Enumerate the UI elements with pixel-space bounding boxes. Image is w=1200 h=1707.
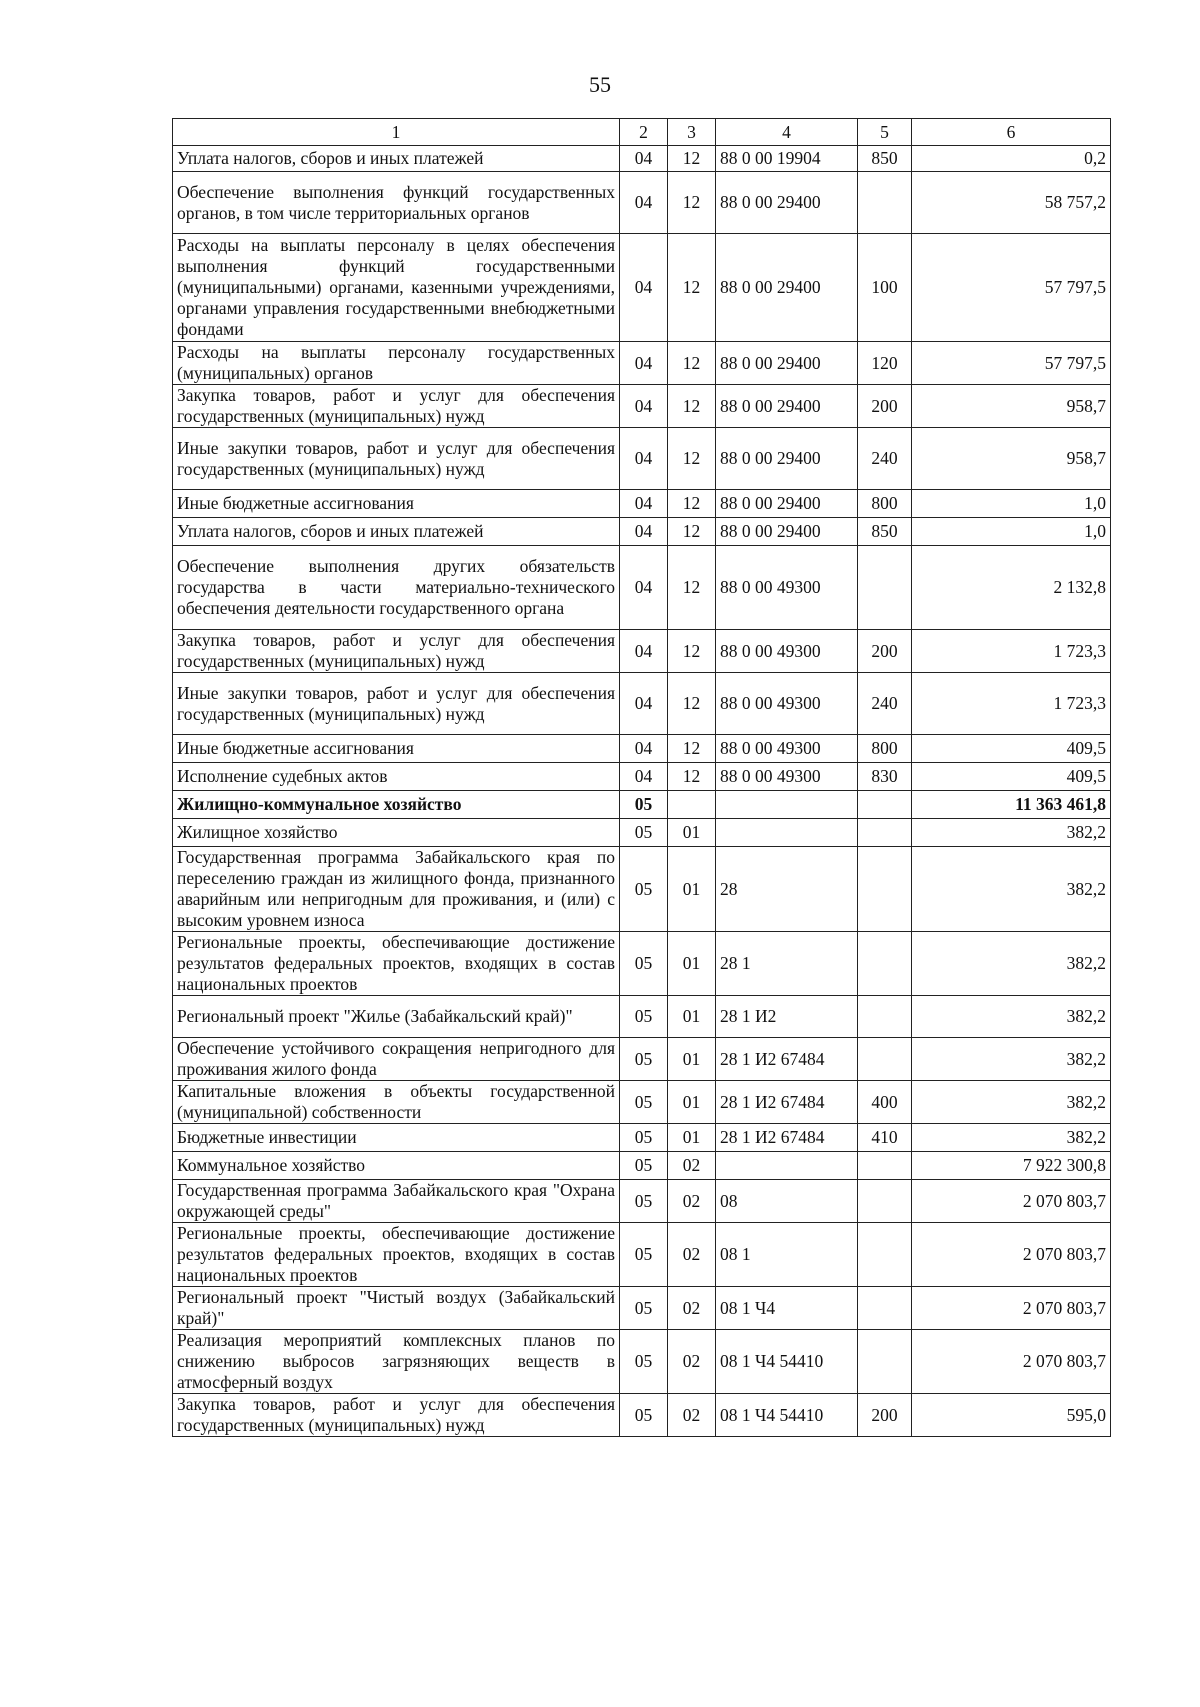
cell-expense-type: 850 xyxy=(858,146,912,172)
col-header-section: 2 xyxy=(620,119,668,146)
cell-expense-type xyxy=(858,996,912,1038)
cell-subsection: 12 xyxy=(668,146,716,172)
cell-section: 04 xyxy=(620,234,668,342)
cell-target-article: 08 xyxy=(716,1180,858,1223)
cell-target-article: 28 1 И2 67484 xyxy=(716,1038,858,1081)
cell-expense-type xyxy=(858,1180,912,1223)
cell-name: Обеспечение устойчивого сокращения непригодного для проживания жилого фонда xyxy=(173,1038,620,1081)
cell-amount: 0,2 xyxy=(912,146,1111,172)
budget-table xyxy=(172,118,1111,1437)
cell-section: 05 xyxy=(620,791,668,819)
table-row xyxy=(173,146,1111,172)
cell-amount: 57 797,5 xyxy=(912,342,1111,385)
cell-amount: 7 922 300,8 xyxy=(912,1152,1111,1180)
table-row xyxy=(173,1180,1111,1223)
cell-expense-type: 800 xyxy=(858,735,912,763)
cell-expense-type xyxy=(858,172,912,234)
cell-amount: 11 363 461,8 xyxy=(912,791,1111,819)
cell-subsection: 01 xyxy=(668,932,716,996)
table-row xyxy=(173,791,1111,819)
cell-target-article: 88 0 00 49300 xyxy=(716,735,858,763)
cell-target-article: 28 1 xyxy=(716,932,858,996)
cell-subsection: 02 xyxy=(668,1394,716,1437)
cell-name: Коммунальное хозяйство xyxy=(173,1152,620,1180)
cell-subsection: 12 xyxy=(668,490,716,518)
cell-subsection: 01 xyxy=(668,1038,716,1081)
cell-target-article xyxy=(716,1152,858,1180)
cell-subsection: 02 xyxy=(668,1152,716,1180)
cell-section: 05 xyxy=(620,1081,668,1124)
cell-expense-type xyxy=(858,1223,912,1287)
cell-name: Бюджетные инвестиции xyxy=(173,1124,620,1152)
cell-name: Реализация мероприятий комплексных планов по снижению выбросов загрязняющих веществ в атмосферный воздух xyxy=(173,1330,620,1394)
table-row xyxy=(173,1394,1111,1437)
table-row xyxy=(173,673,1111,735)
col-header-name: 1 xyxy=(173,119,620,146)
cell-expense-type: 200 xyxy=(858,1394,912,1437)
page-number: 55 xyxy=(589,72,611,97)
cell-target-article: 28 1 И2 67484 xyxy=(716,1124,858,1152)
cell-amount: 2 070 803,7 xyxy=(912,1287,1111,1330)
cell-section: 04 xyxy=(620,630,668,673)
cell-section: 04 xyxy=(620,146,668,172)
cell-expense-type xyxy=(858,1038,912,1081)
cell-subsection: 01 xyxy=(668,819,716,847)
cell-amount: 958,7 xyxy=(912,385,1111,428)
col-header-amount: 6 xyxy=(912,119,1111,146)
cell-target-article: 88 0 00 49300 xyxy=(716,546,858,630)
cell-name: Обеспечение выполнения функций государственных органов, в том числе территориальных органов xyxy=(173,172,620,234)
cell-subsection: 12 xyxy=(668,172,716,234)
cell-target-article: 88 0 00 49300 xyxy=(716,673,858,735)
table-row xyxy=(173,847,1111,932)
cell-expense-type: 120 xyxy=(858,342,912,385)
cell-expense-type: 800 xyxy=(858,490,912,518)
cell-expense-type: 850 xyxy=(858,518,912,546)
cell-section: 04 xyxy=(620,518,668,546)
cell-expense-type xyxy=(858,546,912,630)
cell-target-article: 88 0 00 29400 xyxy=(716,385,858,428)
cell-target-article: 88 0 00 49300 xyxy=(716,630,858,673)
table-row xyxy=(173,234,1111,342)
cell-amount: 2 070 803,7 xyxy=(912,1180,1111,1223)
cell-section: 04 xyxy=(620,342,668,385)
cell-amount: 382,2 xyxy=(912,819,1111,847)
cell-name: Расходы на выплаты персоналу в целях обеспечения выполнения функций государственными (муниципальными) органами, казенными учреждениями, органами управления государственными внебюджетными фондами xyxy=(173,234,620,342)
cell-expense-type: 240 xyxy=(858,428,912,490)
cell-section: 05 xyxy=(620,1152,668,1180)
cell-name: Обеспечение выполнения других обязательств государства в части материально-технического обеспечения деятельности государственного органа xyxy=(173,546,620,630)
table-row xyxy=(173,342,1111,385)
cell-target-article: 88 0 00 29400 xyxy=(716,234,858,342)
cell-section: 05 xyxy=(620,1394,668,1437)
cell-section: 04 xyxy=(620,735,668,763)
cell-target-article: 08 1 Ч4 54410 xyxy=(716,1394,858,1437)
cell-section: 04 xyxy=(620,763,668,791)
cell-target-article: 88 0 00 19904 xyxy=(716,146,858,172)
cell-amount: 1,0 xyxy=(912,490,1111,518)
cell-name: Иные закупки товаров, работ и услуг для обеспечения государственных (муниципальных) нужд xyxy=(173,673,620,735)
cell-name: Региональный проект "Жилье (Забайкальский край)" xyxy=(173,996,620,1038)
table-row xyxy=(173,172,1111,234)
cell-amount: 2 070 803,7 xyxy=(912,1223,1111,1287)
cell-subsection: 01 xyxy=(668,847,716,932)
cell-expense-type xyxy=(858,791,912,819)
header-row xyxy=(173,119,1111,146)
cell-target-article: 88 0 00 29400 xyxy=(716,490,858,518)
cell-section: 05 xyxy=(620,1038,668,1081)
cell-expense-type: 100 xyxy=(858,234,912,342)
col-header-subsection: 3 xyxy=(668,119,716,146)
cell-subsection: 12 xyxy=(668,546,716,630)
cell-name: Региональные проекты, обеспечивающие достижение результатов федеральных проектов, входящих в состав национальных проектов xyxy=(173,1223,620,1287)
cell-subsection: 01 xyxy=(668,1124,716,1152)
table-row xyxy=(173,428,1111,490)
cell-name: Региональные проекты, обеспечивающие достижение результатов федеральных проектов, входящих в состав национальных проектов xyxy=(173,932,620,996)
cell-subsection: 12 xyxy=(668,735,716,763)
cell-amount: 1 723,3 xyxy=(912,673,1111,735)
cell-amount: 58 757,2 xyxy=(912,172,1111,234)
cell-name: Государственная программа Забайкальского края по переселению граждан из жилищного фонда, признанного аварийным или непригодным для проживания, и (или) с высоким уровнем износа xyxy=(173,847,620,932)
cell-subsection: 02 xyxy=(668,1330,716,1394)
table-row xyxy=(173,1038,1111,1081)
cell-expense-type: 200 xyxy=(858,630,912,673)
cell-section: 04 xyxy=(620,490,668,518)
cell-section: 04 xyxy=(620,546,668,630)
cell-amount: 409,5 xyxy=(912,763,1111,791)
table-row xyxy=(173,630,1111,673)
cell-expense-type xyxy=(858,932,912,996)
cell-section: 05 xyxy=(620,819,668,847)
cell-section: 05 xyxy=(620,1223,668,1287)
cell-subsection: 02 xyxy=(668,1287,716,1330)
cell-name: Иные бюджетные ассигнования xyxy=(173,735,620,763)
cell-expense-type: 830 xyxy=(858,763,912,791)
cell-target-article: 88 0 00 49300 xyxy=(716,763,858,791)
table-row xyxy=(173,1330,1111,1394)
cell-target-article: 88 0 00 29400 xyxy=(716,428,858,490)
cell-section: 05 xyxy=(620,996,668,1038)
table-row xyxy=(173,1124,1111,1152)
table-row xyxy=(173,1223,1111,1287)
cell-subsection: 12 xyxy=(668,673,716,735)
cell-subsection: 02 xyxy=(668,1180,716,1223)
cell-subsection: 01 xyxy=(668,996,716,1038)
cell-section: 04 xyxy=(620,172,668,234)
cell-expense-type xyxy=(858,1287,912,1330)
cell-amount: 2 132,8 xyxy=(912,546,1111,630)
cell-name: Жилищное хозяйство xyxy=(173,819,620,847)
cell-subsection: 12 xyxy=(668,428,716,490)
cell-amount: 382,2 xyxy=(912,847,1111,932)
table-row xyxy=(173,1287,1111,1330)
cell-amount: 382,2 xyxy=(912,932,1111,996)
table-row xyxy=(173,763,1111,791)
cell-name: Жилищно-коммунальное хозяйство xyxy=(173,791,620,819)
cell-expense-type: 240 xyxy=(858,673,912,735)
cell-subsection: 02 xyxy=(668,1223,716,1287)
cell-amount: 382,2 xyxy=(912,1038,1111,1081)
cell-name: Иные закупки товаров, работ и услуг для обеспечения государственных (муниципальных) нужд xyxy=(173,428,620,490)
cell-section: 04 xyxy=(620,428,668,490)
cell-amount: 57 797,5 xyxy=(912,234,1111,342)
table-row xyxy=(173,518,1111,546)
cell-amount: 1,0 xyxy=(912,518,1111,546)
cell-name: Закупка товаров, работ и услуг для обеспечения государственных (муниципальных) нужд xyxy=(173,1394,620,1437)
cell-name: Капитальные вложения в объекты государственной (муниципальной) собственности xyxy=(173,1081,620,1124)
col-header-expense-type: 5 xyxy=(858,119,912,146)
cell-name: Исполнение судебных актов xyxy=(173,763,620,791)
table-row xyxy=(173,1081,1111,1124)
cell-subsection: 12 xyxy=(668,234,716,342)
table-row xyxy=(173,546,1111,630)
cell-target-article: 28 1 И2 xyxy=(716,996,858,1038)
cell-target-article: 08 1 Ч4 54410 xyxy=(716,1330,858,1394)
cell-amount: 382,2 xyxy=(912,1081,1111,1124)
table-row xyxy=(173,1152,1111,1180)
table-row xyxy=(173,932,1111,996)
table-row xyxy=(173,819,1111,847)
cell-expense-type: 400 xyxy=(858,1081,912,1124)
table-row xyxy=(173,996,1111,1038)
cell-amount: 2 070 803,7 xyxy=(912,1330,1111,1394)
cell-name: Закупка товаров, работ и услуг для обеспечения государственных (муниципальных) нужд xyxy=(173,630,620,673)
cell-name: Уплата налогов, сборов и иных платежей xyxy=(173,146,620,172)
cell-expense-type xyxy=(858,1330,912,1394)
cell-expense-type xyxy=(858,847,912,932)
table-row xyxy=(173,385,1111,428)
cell-subsection: 12 xyxy=(668,385,716,428)
cell-expense-type: 200 xyxy=(858,385,912,428)
cell-subsection: 12 xyxy=(668,518,716,546)
cell-subsection: 12 xyxy=(668,342,716,385)
cell-amount: 382,2 xyxy=(912,1124,1111,1152)
cell-target-article xyxy=(716,791,858,819)
cell-amount: 409,5 xyxy=(912,735,1111,763)
cell-target-article xyxy=(716,819,858,847)
cell-amount: 595,0 xyxy=(912,1394,1111,1437)
cell-section: 05 xyxy=(620,1180,668,1223)
cell-target-article: 88 0 00 29400 xyxy=(716,172,858,234)
cell-name: Расходы на выплаты персоналу государственных (муниципальных) органов xyxy=(173,342,620,385)
cell-target-article: 28 xyxy=(716,847,858,932)
cell-section: 05 xyxy=(620,847,668,932)
cell-subsection xyxy=(668,791,716,819)
col-header-target-article: 4 xyxy=(716,119,858,146)
cell-subsection: 12 xyxy=(668,763,716,791)
table-row xyxy=(173,735,1111,763)
cell-section: 05 xyxy=(620,1287,668,1330)
cell-expense-type: 410 xyxy=(858,1124,912,1152)
cell-name: Уплата налогов, сборов и иных платежей xyxy=(173,518,620,546)
cell-section: 05 xyxy=(620,1330,668,1394)
cell-expense-type xyxy=(858,1152,912,1180)
table-body xyxy=(173,146,1111,1437)
cell-target-article: 08 1 xyxy=(716,1223,858,1287)
cell-target-article: 08 1 Ч4 xyxy=(716,1287,858,1330)
cell-section: 04 xyxy=(620,673,668,735)
cell-section: 04 xyxy=(620,385,668,428)
cell-subsection: 01 xyxy=(668,1081,716,1124)
cell-subsection: 12 xyxy=(668,630,716,673)
cell-expense-type xyxy=(858,819,912,847)
cell-amount: 382,2 xyxy=(912,996,1111,1038)
cell-name: Региональный проект "Чистый воздух (Забайкальский край)" xyxy=(173,1287,620,1330)
cell-target-article: 28 1 И2 67484 xyxy=(716,1081,858,1124)
cell-name: Государственная программа Забайкальского края "Охрана окружающей среды" xyxy=(173,1180,620,1223)
cell-amount: 1 723,3 xyxy=(912,630,1111,673)
cell-target-article: 88 0 00 29400 xyxy=(716,518,858,546)
cell-section: 05 xyxy=(620,932,668,996)
cell-name: Закупка товаров, работ и услуг для обеспечения государственных (муниципальных) нужд xyxy=(173,385,620,428)
cell-amount: 958,7 xyxy=(912,428,1111,490)
cell-name: Иные бюджетные ассигнования xyxy=(173,490,620,518)
cell-target-article: 88 0 00 29400 xyxy=(716,342,858,385)
cell-section: 05 xyxy=(620,1124,668,1152)
table-row xyxy=(173,490,1111,518)
